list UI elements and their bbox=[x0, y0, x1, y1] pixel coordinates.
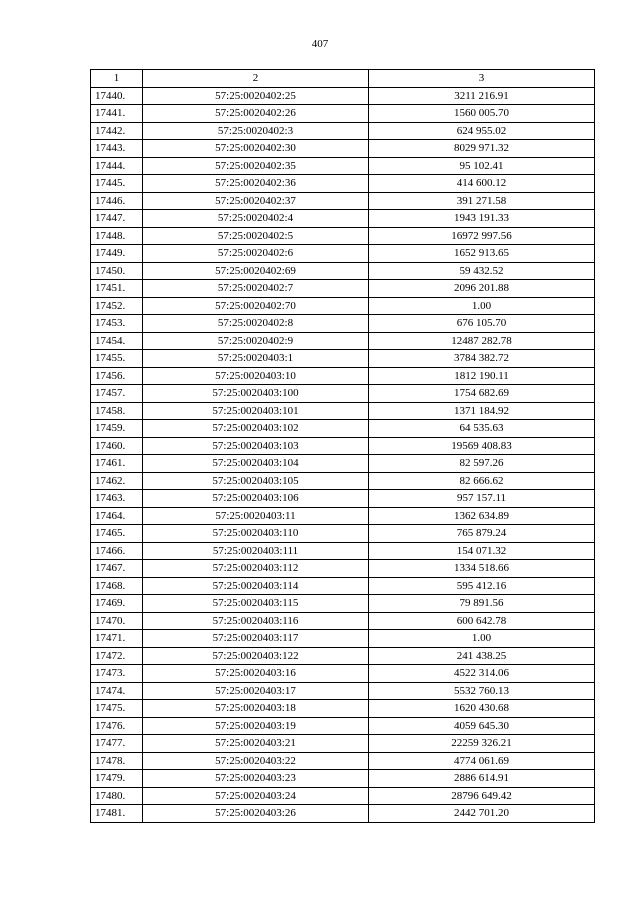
row-number-cell: 17462. bbox=[91, 472, 143, 490]
row-number-cell: 17464. bbox=[91, 507, 143, 525]
cadastral-number-cell: 57:25:0020402:5 bbox=[143, 227, 369, 245]
table-row bbox=[91, 262, 595, 280]
table-row bbox=[91, 647, 595, 665]
table-row bbox=[91, 280, 595, 298]
cadastral-number-cell: 57:25:0020403:106 bbox=[143, 490, 369, 508]
cadastral-number-cell: 57:25:0020402:6 bbox=[143, 245, 369, 263]
cadastral-number-cell: 57:25:0020402:69 bbox=[143, 262, 369, 280]
value-cell: 414 600.12 bbox=[369, 175, 595, 193]
cadastral-number-cell: 57:25:0020402:26 bbox=[143, 105, 369, 123]
table-row bbox=[91, 560, 595, 578]
cadastral-number-cell: 57:25:0020403:116 bbox=[143, 612, 369, 630]
row-number-cell: 17472. bbox=[91, 647, 143, 665]
value-cell: 82 597.26 bbox=[369, 455, 595, 473]
cadastral-number-cell: 57:25:0020403:104 bbox=[143, 455, 369, 473]
row-number-cell: 17458. bbox=[91, 402, 143, 420]
cadastral-number-cell: 57:25:0020403:18 bbox=[143, 700, 369, 718]
value-cell: 64 535.63 bbox=[369, 420, 595, 438]
row-number-cell: 17470. bbox=[91, 612, 143, 630]
column-header-1: 1 bbox=[91, 70, 143, 88]
row-number-cell: 17471. bbox=[91, 630, 143, 648]
cadastral-number-cell: 57:25:0020402:25 bbox=[143, 87, 369, 105]
page-number: 407 bbox=[311, 38, 329, 50]
row-number-cell: 17442. bbox=[91, 122, 143, 140]
cadastral-number-cell: 57:25:0020403:101 bbox=[143, 402, 369, 420]
value-cell: 1362 634.89 bbox=[369, 507, 595, 525]
value-cell: 82 666.62 bbox=[369, 472, 595, 490]
table-row bbox=[91, 717, 595, 735]
value-cell: 391 271.58 bbox=[369, 192, 595, 210]
row-number-cell: 17459. bbox=[91, 420, 143, 438]
table-row bbox=[91, 542, 595, 560]
row-number-cell: 17445. bbox=[91, 175, 143, 193]
table-body bbox=[91, 87, 595, 822]
value-cell: 28796 649.42 bbox=[369, 787, 595, 805]
table-row bbox=[91, 805, 595, 823]
table-row bbox=[91, 752, 595, 770]
cadastral-number-cell: 57:25:0020403:115 bbox=[143, 595, 369, 613]
value-cell: 595 412.16 bbox=[369, 577, 595, 595]
value-cell: 1812 190.11 bbox=[369, 367, 595, 385]
row-number-cell: 17475. bbox=[91, 700, 143, 718]
cadastral-number-cell: 57:25:0020403:117 bbox=[143, 630, 369, 648]
table-row bbox=[91, 787, 595, 805]
row-number-cell: 17441. bbox=[91, 105, 143, 123]
row-number-cell: 17446. bbox=[91, 192, 143, 210]
column-header-2: 2 bbox=[143, 70, 369, 88]
row-number-cell: 17473. bbox=[91, 665, 143, 683]
cadastral-number-cell: 57:25:0020402:8 bbox=[143, 315, 369, 333]
cadastral-number-cell: 57:25:0020403:11 bbox=[143, 507, 369, 525]
row-number-cell: 17465. bbox=[91, 525, 143, 543]
value-cell: 2096 201.88 bbox=[369, 280, 595, 298]
cadastral-number-cell: 57:25:0020403:17 bbox=[143, 682, 369, 700]
table-row bbox=[91, 682, 595, 700]
table-row bbox=[91, 437, 595, 455]
row-number-cell: 17440. bbox=[91, 87, 143, 105]
table-header-row bbox=[91, 70, 595, 88]
value-cell: 1943 191.33 bbox=[369, 210, 595, 228]
table-row bbox=[91, 665, 595, 683]
value-cell: 3211 216.91 bbox=[369, 87, 595, 105]
row-number-cell: 17443. bbox=[91, 140, 143, 158]
table-row bbox=[91, 595, 595, 613]
table-row bbox=[91, 245, 595, 263]
value-cell: 79 891.56 bbox=[369, 595, 595, 613]
cadastral-number-cell: 57:25:0020403:112 bbox=[143, 560, 369, 578]
cadastral-number-cell: 57:25:0020403:105 bbox=[143, 472, 369, 490]
table-row bbox=[91, 157, 595, 175]
row-number-cell: 17449. bbox=[91, 245, 143, 263]
cadastral-number-cell: 57:25:0020403:110 bbox=[143, 525, 369, 543]
value-cell: 3784 382.72 bbox=[369, 350, 595, 368]
value-cell: 59 432.52 bbox=[369, 262, 595, 280]
row-number-cell: 17457. bbox=[91, 385, 143, 403]
table-row bbox=[91, 770, 595, 788]
row-number-cell: 17453. bbox=[91, 315, 143, 333]
table-row bbox=[91, 577, 595, 595]
row-number-cell: 17478. bbox=[91, 752, 143, 770]
table-row bbox=[91, 87, 595, 105]
cadastral-number-cell: 57:25:0020402:70 bbox=[143, 297, 369, 315]
row-number-cell: 17481. bbox=[91, 805, 143, 823]
cadastral-number-cell: 57:25:0020403:111 bbox=[143, 542, 369, 560]
cadastral-number-cell: 57:25:0020403:100 bbox=[143, 385, 369, 403]
table-row bbox=[91, 507, 595, 525]
table-row bbox=[91, 630, 595, 648]
value-cell: 1.00 bbox=[369, 630, 595, 648]
value-cell: 1.00 bbox=[369, 297, 595, 315]
cadastral-number-cell: 57:25:0020403:24 bbox=[143, 787, 369, 805]
value-cell: 1620 430.68 bbox=[369, 700, 595, 718]
table-row bbox=[91, 490, 595, 508]
cadastral-number-cell: 57:25:0020403:114 bbox=[143, 577, 369, 595]
table-row bbox=[91, 332, 595, 350]
table-row bbox=[91, 472, 595, 490]
table-row bbox=[91, 122, 595, 140]
cadastral-number-cell: 57:25:0020403:22 bbox=[143, 752, 369, 770]
table-row bbox=[91, 105, 595, 123]
row-number-cell: 17447. bbox=[91, 210, 143, 228]
value-cell: 8029 971.32 bbox=[369, 140, 595, 158]
table-row bbox=[91, 385, 595, 403]
value-cell: 2442 701.20 bbox=[369, 805, 595, 823]
value-cell: 241 438.25 bbox=[369, 647, 595, 665]
table-row bbox=[91, 315, 595, 333]
cadastral-number-cell: 57:25:0020403:102 bbox=[143, 420, 369, 438]
row-number-cell: 17454. bbox=[91, 332, 143, 350]
table-row bbox=[91, 525, 595, 543]
cadastral-number-cell: 57:25:0020402:35 bbox=[143, 157, 369, 175]
cadastral-number-cell: 57:25:0020402:9 bbox=[143, 332, 369, 350]
row-number-cell: 17467. bbox=[91, 560, 143, 578]
value-cell: 765 879.24 bbox=[369, 525, 595, 543]
row-number-cell: 17479. bbox=[91, 770, 143, 788]
table-row bbox=[91, 455, 595, 473]
cadastral-number-cell: 57:25:0020402:37 bbox=[143, 192, 369, 210]
row-number-cell: 17474. bbox=[91, 682, 143, 700]
table-row bbox=[91, 402, 595, 420]
value-cell: 2886 614.91 bbox=[369, 770, 595, 788]
cadastral-number-cell: 57:25:0020402:30 bbox=[143, 140, 369, 158]
value-cell: 22259 326.21 bbox=[369, 735, 595, 753]
value-cell: 95 102.41 bbox=[369, 157, 595, 175]
row-number-cell: 17444. bbox=[91, 157, 143, 175]
value-cell: 4059 645.30 bbox=[369, 717, 595, 735]
cadastral-number-cell: 57:25:0020403:16 bbox=[143, 665, 369, 683]
value-cell: 5532 760.13 bbox=[369, 682, 595, 700]
value-cell: 624 955.02 bbox=[369, 122, 595, 140]
value-cell: 12487 282.78 bbox=[369, 332, 595, 350]
value-cell: 16972 997.56 bbox=[369, 227, 595, 245]
table-row bbox=[91, 227, 595, 245]
data-table bbox=[90, 69, 595, 823]
cadastral-number-cell: 57:25:0020403:1 bbox=[143, 350, 369, 368]
table-row bbox=[91, 735, 595, 753]
cadastral-number-cell: 57:25:0020403:103 bbox=[143, 437, 369, 455]
value-cell: 154 071.32 bbox=[369, 542, 595, 560]
value-cell: 676 105.70 bbox=[369, 315, 595, 333]
row-number-cell: 17466. bbox=[91, 542, 143, 560]
cadastral-number-cell: 57:25:0020402:4 bbox=[143, 210, 369, 228]
row-number-cell: 17455. bbox=[91, 350, 143, 368]
cadastral-number-cell: 57:25:0020402:7 bbox=[143, 280, 369, 298]
table-row bbox=[91, 175, 595, 193]
table-row bbox=[91, 612, 595, 630]
value-cell: 1754 682.69 bbox=[369, 385, 595, 403]
value-cell: 957 157.11 bbox=[369, 490, 595, 508]
row-number-cell: 17456. bbox=[91, 367, 143, 385]
row-number-cell: 17460. bbox=[91, 437, 143, 455]
row-number-cell: 17448. bbox=[91, 227, 143, 245]
row-number-cell: 17477. bbox=[91, 735, 143, 753]
value-cell: 4774 061.69 bbox=[369, 752, 595, 770]
row-number-cell: 17451. bbox=[91, 280, 143, 298]
value-cell: 1334 518.66 bbox=[369, 560, 595, 578]
cadastral-number-cell: 57:25:0020403:21 bbox=[143, 735, 369, 753]
row-number-cell: 17469. bbox=[91, 595, 143, 613]
value-cell: 4522 314.06 bbox=[369, 665, 595, 683]
row-number-cell: 17452. bbox=[91, 297, 143, 315]
row-number-cell: 17463. bbox=[91, 490, 143, 508]
cadastral-number-cell: 57:25:0020403:26 bbox=[143, 805, 369, 823]
table-row bbox=[91, 700, 595, 718]
cadastral-number-cell: 57:25:0020403:10 bbox=[143, 367, 369, 385]
value-cell: 600 642.78 bbox=[369, 612, 595, 630]
row-number-cell: 17476. bbox=[91, 717, 143, 735]
table-row bbox=[91, 350, 595, 368]
value-cell: 19569 408.83 bbox=[369, 437, 595, 455]
table-row bbox=[91, 367, 595, 385]
row-number-cell: 17450. bbox=[91, 262, 143, 280]
cadastral-number-cell: 57:25:0020403:19 bbox=[143, 717, 369, 735]
row-number-cell: 17468. bbox=[91, 577, 143, 595]
cadastral-number-cell: 57:25:0020403:122 bbox=[143, 647, 369, 665]
value-cell: 1652 913.65 bbox=[369, 245, 595, 263]
table-row bbox=[91, 297, 595, 315]
table-row bbox=[91, 420, 595, 438]
value-cell: 1371 184.92 bbox=[369, 402, 595, 420]
table-row bbox=[91, 210, 595, 228]
value-cell: 1560 005.70 bbox=[369, 105, 595, 123]
row-number-cell: 17461. bbox=[91, 455, 143, 473]
column-header-3: 3 bbox=[369, 70, 595, 88]
cadastral-number-cell: 57:25:0020402:3 bbox=[143, 122, 369, 140]
table-row bbox=[91, 140, 595, 158]
cadastral-number-cell: 57:25:0020403:23 bbox=[143, 770, 369, 788]
table-row bbox=[91, 192, 595, 210]
row-number-cell: 17480. bbox=[91, 787, 143, 805]
cadastral-number-cell: 57:25:0020402:36 bbox=[143, 175, 369, 193]
